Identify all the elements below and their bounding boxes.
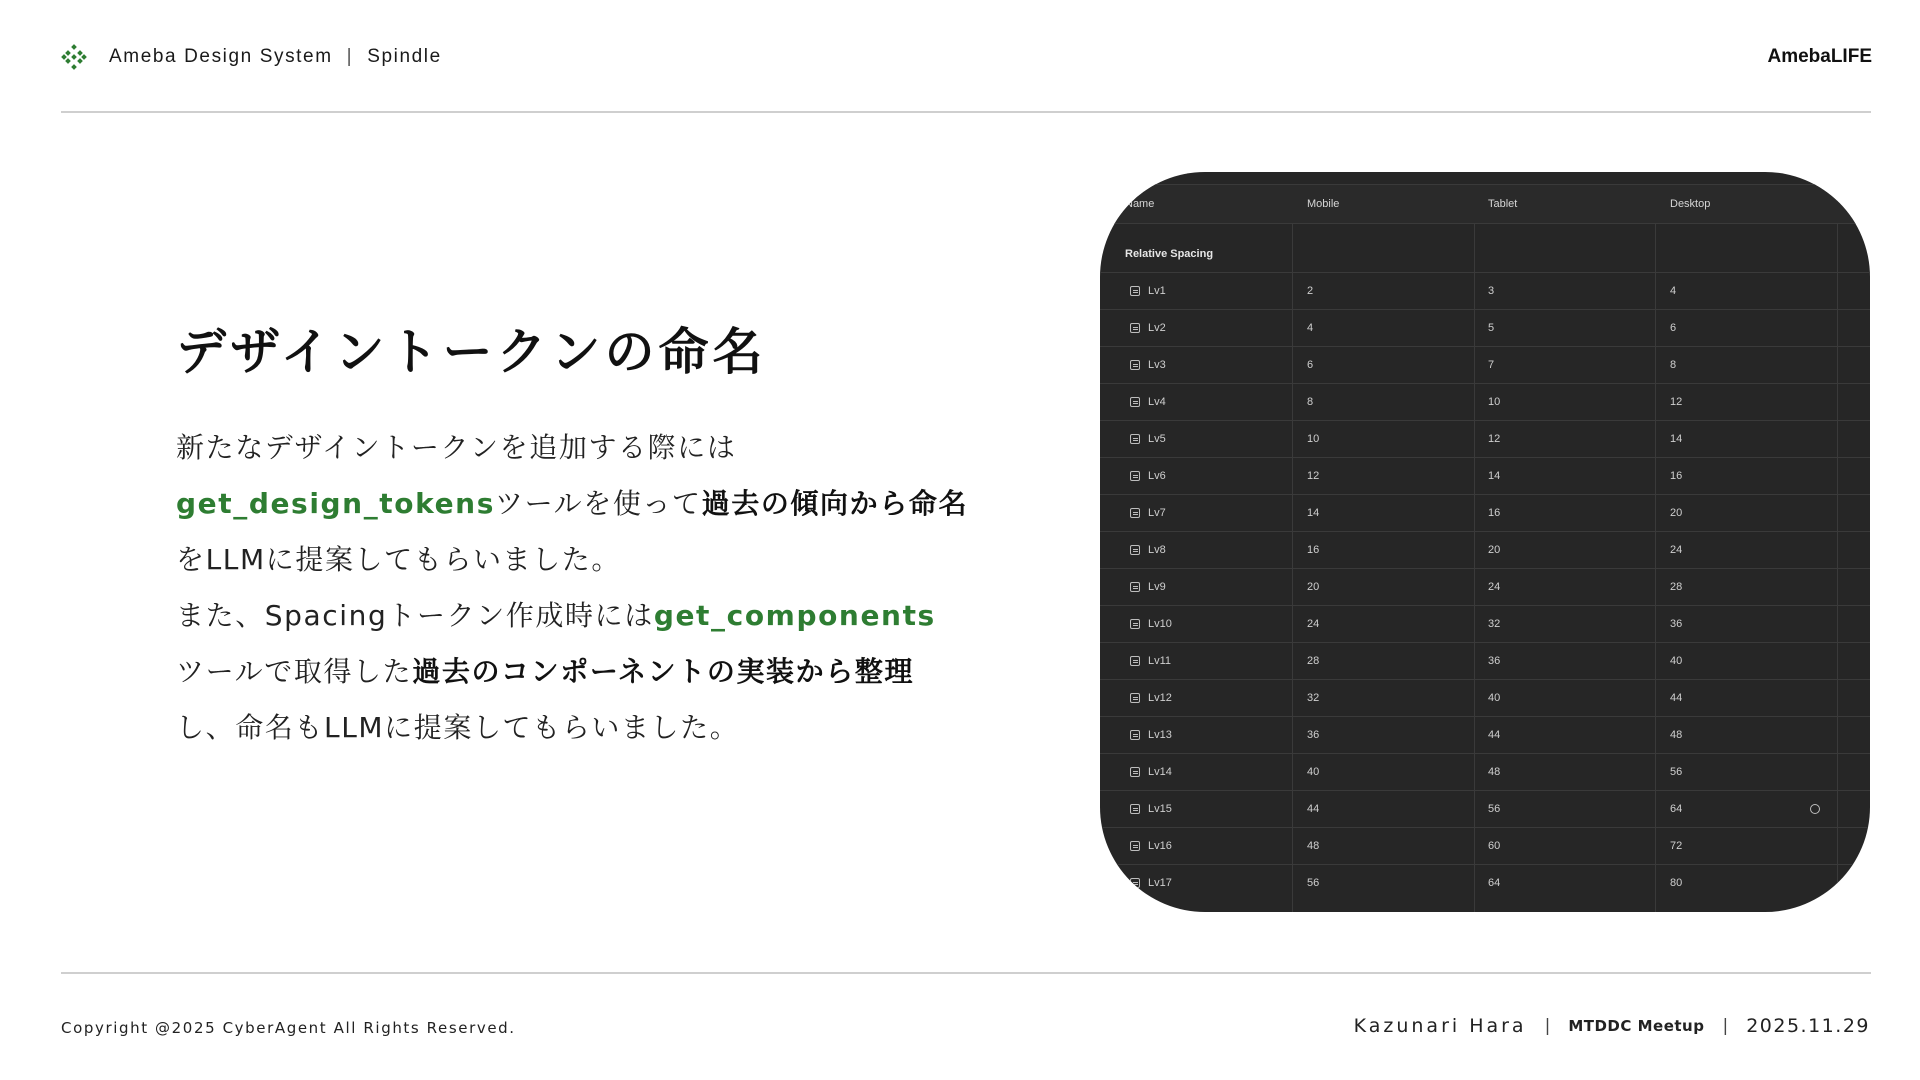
section-label: Relative Spacing (1125, 248, 1214, 260)
table-row (1100, 309, 1870, 346)
cell-tablet: 16 (1488, 507, 1501, 519)
body-line (176, 420, 1036, 476)
token-icon (1130, 619, 1140, 629)
cell-tablet: 7 (1488, 359, 1495, 371)
body-line (176, 644, 1036, 700)
header-divider (61, 111, 1871, 113)
cell-name: Lv11 (1148, 655, 1172, 667)
cell-mobile: 32 (1307, 692, 1320, 704)
emphasis-text: 過去の傾向から命名 (701, 487, 969, 520)
table-row (1100, 346, 1870, 383)
footer-divider (61, 972, 1871, 974)
cell-tablet: 10 (1488, 396, 1501, 408)
table-row (1100, 272, 1870, 309)
slide-body-text (176, 420, 1036, 756)
cell-mobile: 40 (1307, 766, 1320, 778)
cell-name: Lv7 (1148, 507, 1166, 519)
column-header-mobile: Mobile (1307, 198, 1340, 210)
product-name: Spindle (367, 46, 442, 67)
table-header (1100, 184, 1870, 224)
cell-name: Lv13 (1148, 729, 1172, 741)
cell-tablet: 5 (1488, 322, 1495, 334)
cell-mobile: 4 (1307, 322, 1314, 334)
cell-name: Lv16 (1148, 840, 1172, 852)
cell-name: Lv4 (1148, 396, 1166, 408)
cell-desktop: 24 (1670, 544, 1683, 556)
token-icon (1130, 471, 1140, 481)
token-icon (1130, 804, 1140, 814)
cell-mobile: 16 (1307, 544, 1320, 556)
cell-name: Lv3 (1148, 359, 1166, 371)
token-icon (1130, 656, 1140, 666)
cell-mobile: 6 (1307, 359, 1314, 371)
cell-desktop: 28 (1670, 581, 1683, 593)
token-icon (1130, 286, 1140, 296)
cell-mobile: 24 (1307, 618, 1320, 630)
cell-tablet: 24 (1488, 581, 1501, 593)
token-icon (1130, 323, 1140, 333)
cell-mobile: 12 (1307, 470, 1320, 482)
token-icon (1130, 841, 1140, 851)
cell-tablet: 3 (1488, 285, 1495, 297)
token-icon (1130, 545, 1140, 555)
cell-tablet: 12 (1488, 433, 1501, 445)
slide-header (61, 44, 442, 70)
column-header-name: Name (1125, 198, 1155, 210)
column-header-tablet: Tablet (1488, 198, 1518, 210)
cell-desktop: 16 (1670, 470, 1683, 482)
cell-tablet: 48 (1488, 766, 1501, 778)
table-row (1100, 383, 1870, 420)
table-row (1100, 420, 1870, 457)
cell-desktop: 56 (1670, 766, 1683, 778)
cell-tablet: 60 (1488, 840, 1501, 852)
cell-tablet: 36 (1488, 655, 1501, 667)
cell-tablet: 40 (1488, 692, 1501, 704)
cell-tablet: 20 (1488, 544, 1501, 556)
slide-title: デザイントークンの命名 (176, 323, 767, 381)
cell-desktop: 44 (1670, 692, 1683, 704)
cell-name: Lv12 (1148, 692, 1172, 704)
column-header-desktop: Desktop (1670, 198, 1711, 210)
cell-tablet: 64 (1488, 877, 1501, 889)
token-icon (1130, 434, 1140, 444)
cell-name: Lv17 (1148, 877, 1172, 889)
token-icon (1130, 360, 1140, 370)
cell-name: Lv10 (1148, 618, 1172, 630)
copyright-text: Copyright @2025 CyberAgent All Rights Reserved. (61, 1019, 516, 1037)
cell-mobile: 14 (1307, 507, 1320, 519)
table-row (1100, 531, 1870, 568)
ameba-life-logo: AmebaLIFE (1767, 46, 1872, 67)
cell-name: Lv8 (1148, 544, 1166, 556)
cell-desktop: 14 (1670, 433, 1683, 445)
table-row (1100, 716, 1870, 753)
brand-separator: | (346, 46, 354, 67)
footer-separator: | (1544, 1016, 1551, 1036)
cell-desktop: 64 (1670, 803, 1683, 815)
info-icon[interactable] (1810, 804, 1820, 814)
body-line (176, 700, 1036, 756)
token-icon (1130, 397, 1140, 407)
table-row (1100, 864, 1870, 901)
body-text-segment: ツールを使って (494, 487, 702, 520)
cell-tablet: 14 (1488, 470, 1501, 482)
cell-desktop: 12 (1670, 396, 1683, 408)
cell-mobile: 20 (1307, 581, 1320, 593)
body-text-segment: をLLMに提案してもらいました。 (176, 543, 621, 576)
cell-desktop: 20 (1670, 507, 1683, 519)
body-text-segment: ツールで取得した (176, 655, 413, 688)
table-row (1100, 494, 1870, 531)
tool-name: get_design_tokens (176, 487, 495, 520)
cell-tablet: 44 (1488, 729, 1501, 741)
spacing-token-table-screenshot (1100, 172, 1870, 912)
cell-desktop: 36 (1670, 618, 1683, 630)
body-line (176, 588, 1036, 644)
table-row (1100, 753, 1870, 790)
token-icon (1130, 730, 1140, 740)
cell-name: Lv2 (1148, 322, 1166, 334)
cell-name: Lv5 (1148, 433, 1166, 445)
cell-mobile: 10 (1307, 433, 1320, 445)
body-line (176, 532, 1036, 588)
token-icon (1130, 582, 1140, 592)
cell-desktop: 80 (1670, 877, 1683, 889)
body-text-segment: また、Spacingトークン作成時には (176, 599, 654, 632)
cell-name: Lv1 (1148, 285, 1166, 297)
cell-tablet: 56 (1488, 803, 1501, 815)
footer-meta (1354, 1015, 1870, 1037)
cell-mobile: 56 (1307, 877, 1320, 889)
cell-desktop: 48 (1670, 729, 1683, 741)
token-icon (1130, 508, 1140, 518)
cell-desktop: 40 (1670, 655, 1683, 667)
table-row (1100, 642, 1870, 679)
cell-name: Lv9 (1148, 581, 1166, 593)
table-row (1100, 679, 1870, 716)
body-text-segment: し、命名もLLMに提案してもらいました。 (176, 711, 740, 744)
token-icon (1130, 878, 1140, 888)
cell-desktop: 6 (1670, 322, 1677, 334)
token-icon (1130, 767, 1140, 777)
token-icon (1130, 693, 1140, 703)
table-row (1100, 568, 1870, 605)
table-row (1100, 827, 1870, 864)
table-row (1100, 790, 1870, 827)
cell-desktop: 4 (1670, 285, 1677, 297)
emphasis-text: 過去のコンポーネントの実装から整理 (412, 655, 915, 688)
cell-desktop: 8 (1670, 359, 1677, 371)
cell-mobile: 8 (1307, 396, 1314, 408)
cell-name: Lv6 (1148, 470, 1166, 482)
cell-mobile: 28 (1307, 655, 1320, 667)
table-row (1100, 457, 1870, 494)
cell-mobile: 48 (1307, 840, 1320, 852)
cell-mobile: 44 (1307, 803, 1320, 815)
footer-separator: | (1722, 1016, 1729, 1036)
brand-name: Ameba Design System (109, 46, 333, 67)
cell-name: Lv14 (1148, 766, 1172, 778)
body-text-segment: 新たなデザイントークンを追加する際には (176, 431, 737, 464)
tool-name: get_components (653, 599, 936, 632)
cell-desktop: 72 (1670, 840, 1683, 852)
cell-name: Lv15 (1148, 803, 1172, 815)
author-name: Kazunari Hara (1353, 1015, 1527, 1037)
table-body (1100, 272, 1870, 901)
event-date: 2025.11.29 (1746, 1015, 1870, 1037)
brand-title (109, 46, 442, 68)
cell-mobile: 36 (1307, 729, 1320, 741)
cell-mobile: 2 (1307, 285, 1314, 297)
event-name: MTDDC Meetup (1568, 1017, 1705, 1035)
ameba-spindle-logo-icon (61, 44, 87, 70)
body-line (176, 476, 1036, 532)
table-row (1100, 605, 1870, 642)
cell-tablet: 32 (1488, 618, 1501, 630)
